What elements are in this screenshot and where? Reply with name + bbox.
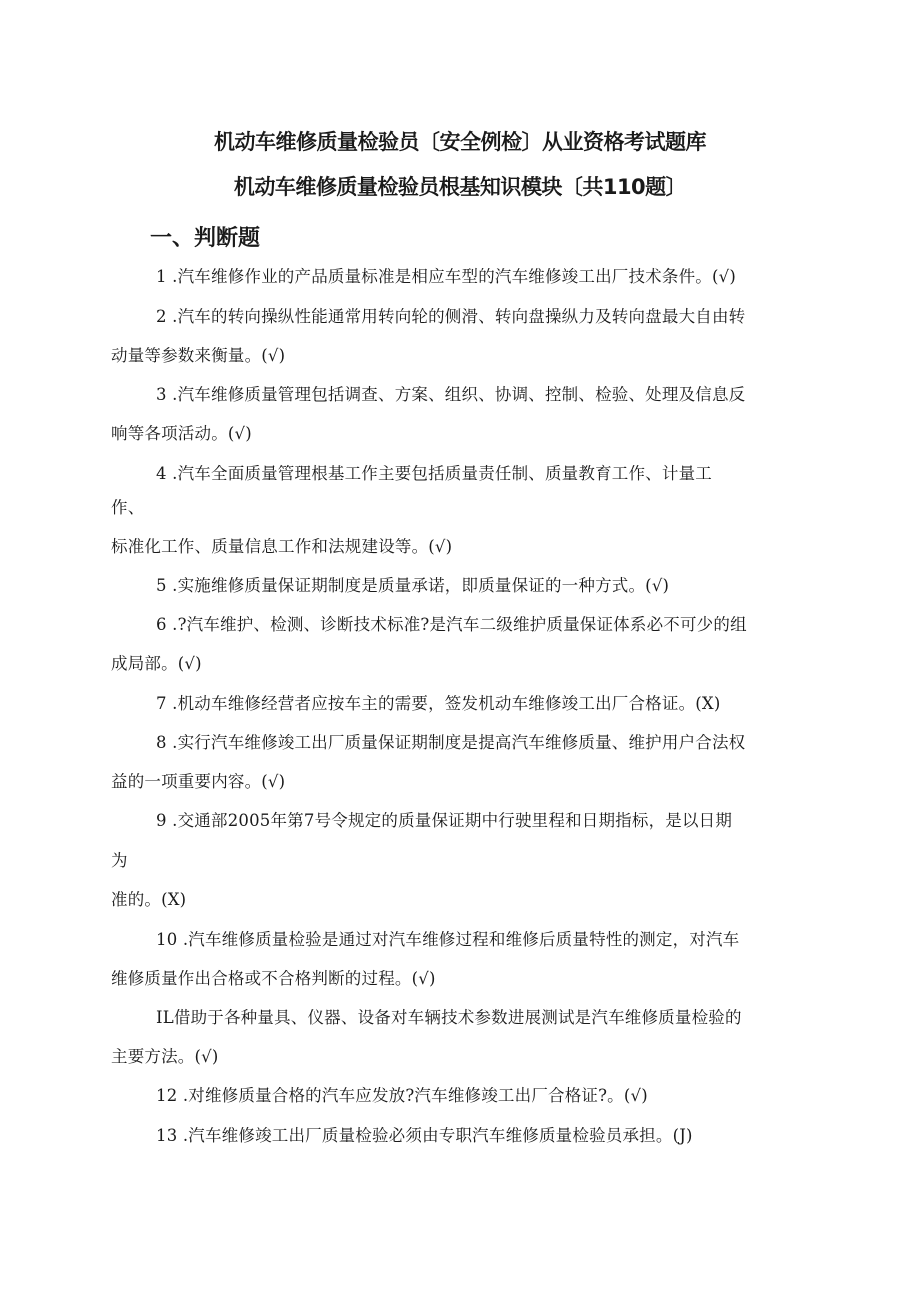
question-9: 9 .交通部2005年第7号令规定的质量保证期中行驶里程和日期指标，是以日期 [156,811,733,830]
question-11: IL借助于各种量具、仪器、设备对车辆技术参数进展测试是汽车维修质量检验的 [156,1008,742,1027]
question-10: 10 .汽车维修质量检验是通过对汽车维修过程和维修后质量特性的测定，对汽车 [156,930,740,949]
question-13: 13 .汽车维修竣工出厂质量检验必须由专职汽车维修质量检验员承担。(J) [156,1126,693,1145]
question-4-cont-2: 标准化工作、质量信息工作和法规建设等。(√) [111,537,453,556]
question-3: 3 .汽车维修质量管理包括调查、方案、组织、协调、控制、检验、处理及信息反 [156,385,746,404]
question-3-cont: 响等各项活动。(√) [111,424,252,443]
question-4-cont-1: 作、 [111,498,145,517]
question-12: 12 .对维修质量合格的汽车应发放?汽车维修竣工出厂合格证?。(√) [156,1086,648,1105]
section-heading: 一、判断题 [150,226,261,251]
question-1: 1 .汽车维修作业的产品质量标准是相应车型的汽车维修竣工出厂技术条件。(√) [156,267,736,286]
question-9-cont-1: 为 [111,851,128,870]
question-2: 2 .汽车的转向操纵性能通常用转向轮的侧滑、转向盘操纵力及转向盘最大自由转 [156,307,746,326]
document-title: 机动车维修质量检验员〔安全例检〕从业资格考试题库 [214,130,706,154]
question-6-cont: 成局部。(√) [111,654,202,673]
question-8: 8 .实行汽车维修竣工出厂质量保证期制度是提高汽车维修质量、维护用户合法权 [156,733,746,752]
question-11-cont: 主要方法。(√) [111,1047,219,1066]
question-9-cont-2: 准的。(X) [111,890,187,909]
question-5: 5 .实施维修质量保证期制度是质量承诺，即质量保证的一种方式。(√) [156,576,670,595]
question-8-cont: 益的一项重要内容。(√) [111,772,286,791]
question-6: 6 .?汽车维护、检测、诊断技术标准?是汽车二级维护质量保证体系必不可少的组 [156,615,747,634]
question-10-cont: 维修质量作出合格或不合格判断的过程。(√) [111,969,436,988]
question-7: 7 .机动车维修经营者应按车主的需要，签发机动车维修竣工出厂合格证。(X) [156,694,721,713]
question-2-cont: 动量等参数来衡量。(√) [111,346,286,365]
document-subtitle: 机动车维修质量检验员根基知识模块〔共110题〕 [233,175,687,199]
question-4: 4 .汽车全面质量管理根基工作主要包括质量责任制、质量教育工作、计量工 [156,464,712,483]
